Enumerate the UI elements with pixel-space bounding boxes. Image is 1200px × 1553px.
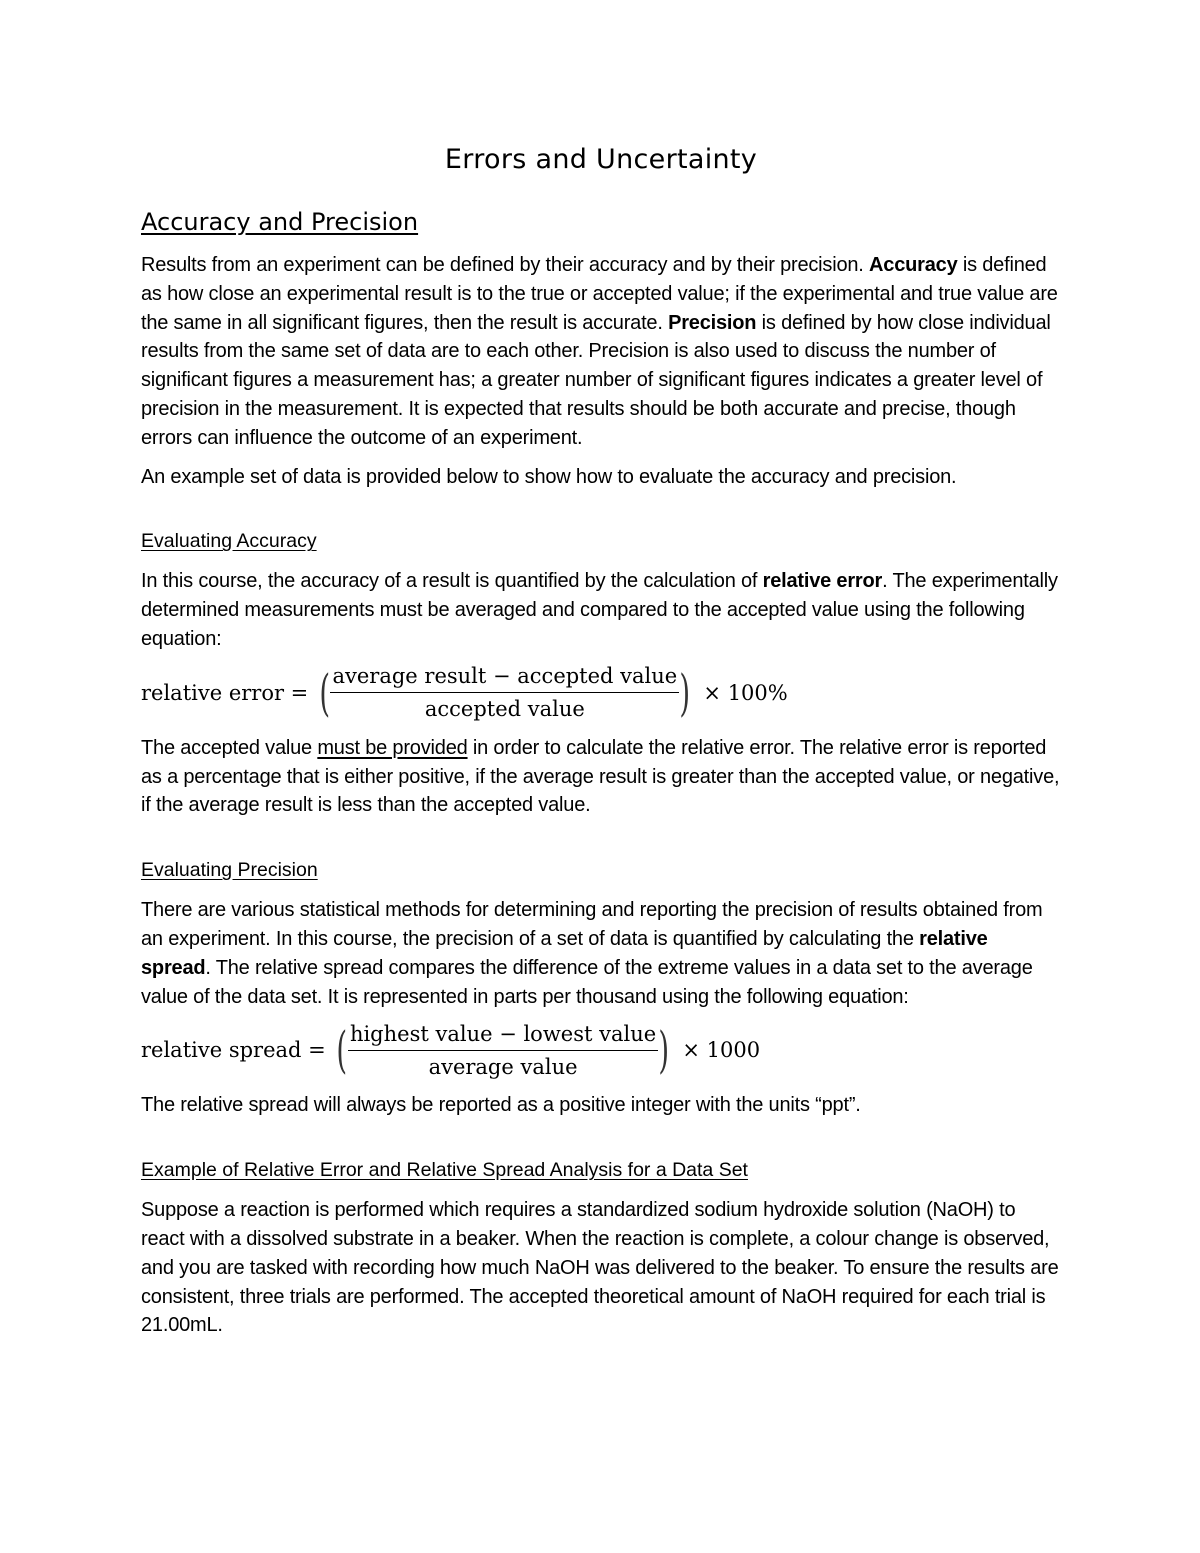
text-span: in order to calculate the relative error. The relative error is reported as a percentage that is either positive, if the average result is greater than the accepted value, or negative, if the average result is less than the accepted value.	[141, 736, 1060, 817]
heading-evaluating-precision: Evaluating Precision	[141, 859, 318, 882]
equation-rhs: × 1000	[675, 1038, 761, 1063]
open-paren: (	[319, 663, 331, 722]
equation-lhs: relative error =	[141, 680, 315, 705]
text-span: In this course, the accuracy of a result is quantified by the calculation of	[141, 570, 763, 593]
bold-term-relative-error: relative error	[762, 570, 883, 593]
equation-rhs: × 100%	[696, 680, 788, 705]
text-span: . The experimentally determined measurements must be averaged and compared to the accepted value using the following equation:	[141, 570, 1058, 650]
equation-relative-spread	[141, 1013, 1061, 1087]
text-span: . The relative spread compares the difference of the extreme values in a data set to the average value of the data set. It is represented in parts per thousand using the following equation:	[141, 956, 1033, 1008]
bold-term-accuracy: Accuracy	[869, 254, 958, 276]
heading-accuracy-and-precision: Accuracy and Precision	[141, 208, 419, 236]
paragraph-example-intro: An example set of data is provided below to show how to evaluate the accuracy and precision.	[141, 465, 957, 488]
text-span: Results from an experiment can be defined by their accuracy and by their precision.	[141, 254, 870, 276]
paragraph-relative-spread-units: The relative spread will always be reported as a positive integer with the units “ppt”.	[141, 1094, 861, 1117]
paragraph-relative-error-intro	[141, 567, 1061, 653]
numerator: highest value − lowest value	[348, 1020, 658, 1051]
numerator: average result − accepted value	[330, 662, 679, 693]
underlined-must-be-provided: must be provided	[317, 736, 468, 759]
heading-evaluating-accuracy: Evaluating Accuracy	[141, 530, 317, 553]
document-page	[141, 140, 1061, 1340]
denominator: average value	[428, 1054, 578, 1079]
fraction	[330, 662, 679, 723]
text-span: is defined as how close an experimental result is to the true or accepted value; if the experimental and true value are the same in all significant figures, then the result is accurate.	[141, 254, 1058, 334]
close-paren: )	[658, 1021, 670, 1080]
paragraph-relative-spread-intro	[141, 896, 1061, 1011]
heading-example-analysis: Example of Relative Error and Relative Spread Analysis for a Data Set	[141, 1159, 748, 1182]
document-title: Errors and Uncertainty	[444, 144, 758, 175]
paragraph-example-scenario: Suppose a reaction is performed which requires a standardized sodium hydroxide solution (NaOH) to react with a dissolved substrate in a beaker. When the reaction is complete, a colour change is observed, and you are tasked with recording how much NaOH was delivered to the beaker. To ensure the results are consistent, three trials are performed. The accepted theoretical amount of NaOH required for each trial is 21.00mL.	[141, 1199, 1059, 1337]
close-paren: )	[679, 663, 691, 722]
fraction	[348, 1020, 658, 1081]
text-span: The accepted value	[141, 736, 318, 759]
open-paren: (	[336, 1021, 348, 1080]
equation-relative-error	[141, 656, 1061, 730]
bold-term-relative-spread: relative spread	[141, 927, 988, 979]
text-span: There are various statistical methods for determining and reporting the precision of results obtained from an experiment. In this course, the precision of a set of data is quantified by calculating the	[141, 899, 1043, 950]
text-span: is defined by how close individual results from the same set of data are to each other. Precision is also used to discuss the number of significant figures a measurement has; a greater number of significant figures indicates a greater level of precision in the measurement. It is expected that results should be both accurate and precise, though errors can influence the outcome of an experiment.	[141, 311, 1051, 449]
equation-lhs: relative spread =	[141, 1038, 333, 1063]
paragraph-accuracy-precision-definition	[141, 251, 1061, 453]
paragraph-relative-error-reporting	[141, 734, 1061, 820]
denominator: accepted value	[424, 697, 585, 722]
bold-term-precision: Precision	[668, 311, 757, 334]
